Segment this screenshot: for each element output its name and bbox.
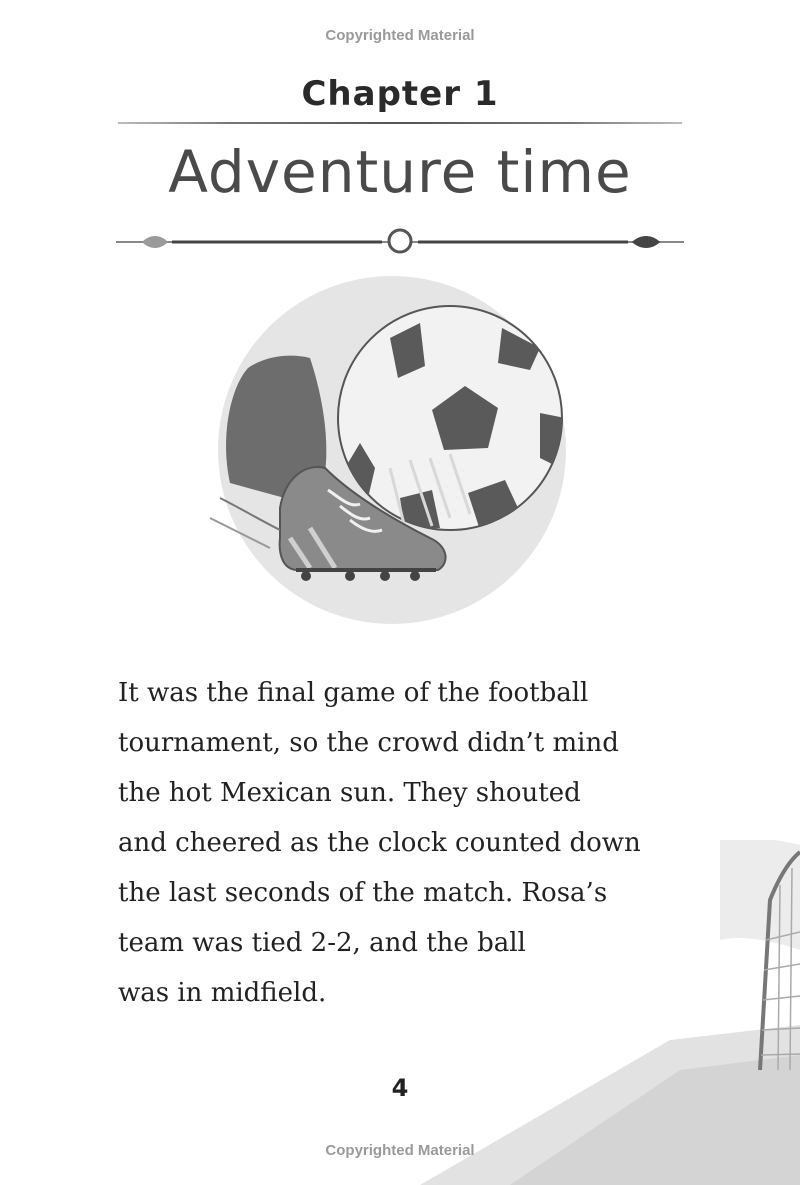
body-line: It was the final game of the football (118, 678, 589, 708)
copyright-watermark-bottom: Copyrighted Material (325, 1142, 475, 1159)
body-line: was in midfield. (118, 978, 327, 1008)
copyright-watermark-top: Copyrighted Material (325, 27, 475, 44)
body-paragraph (118, 668, 678, 1018)
chapter-title: Adventure time (168, 138, 632, 206)
chapter-label: Chapter 1 (301, 74, 499, 114)
body-line: and cheered as the clock counted down (118, 828, 641, 858)
body-line: the last seconds of the match. Rosa’s (118, 878, 608, 908)
body-line: team was tied 2-2, and the ball (118, 928, 526, 958)
body-line: tournament, so the crowd didn’t mind (118, 728, 619, 758)
soccer-ball-kick-icon (200, 268, 600, 628)
page-number: 4 (391, 1074, 409, 1102)
chapter-divider (118, 122, 682, 124)
ornament-divider (112, 226, 688, 258)
body-line: the hot Mexican sun. They shouted (118, 778, 581, 808)
